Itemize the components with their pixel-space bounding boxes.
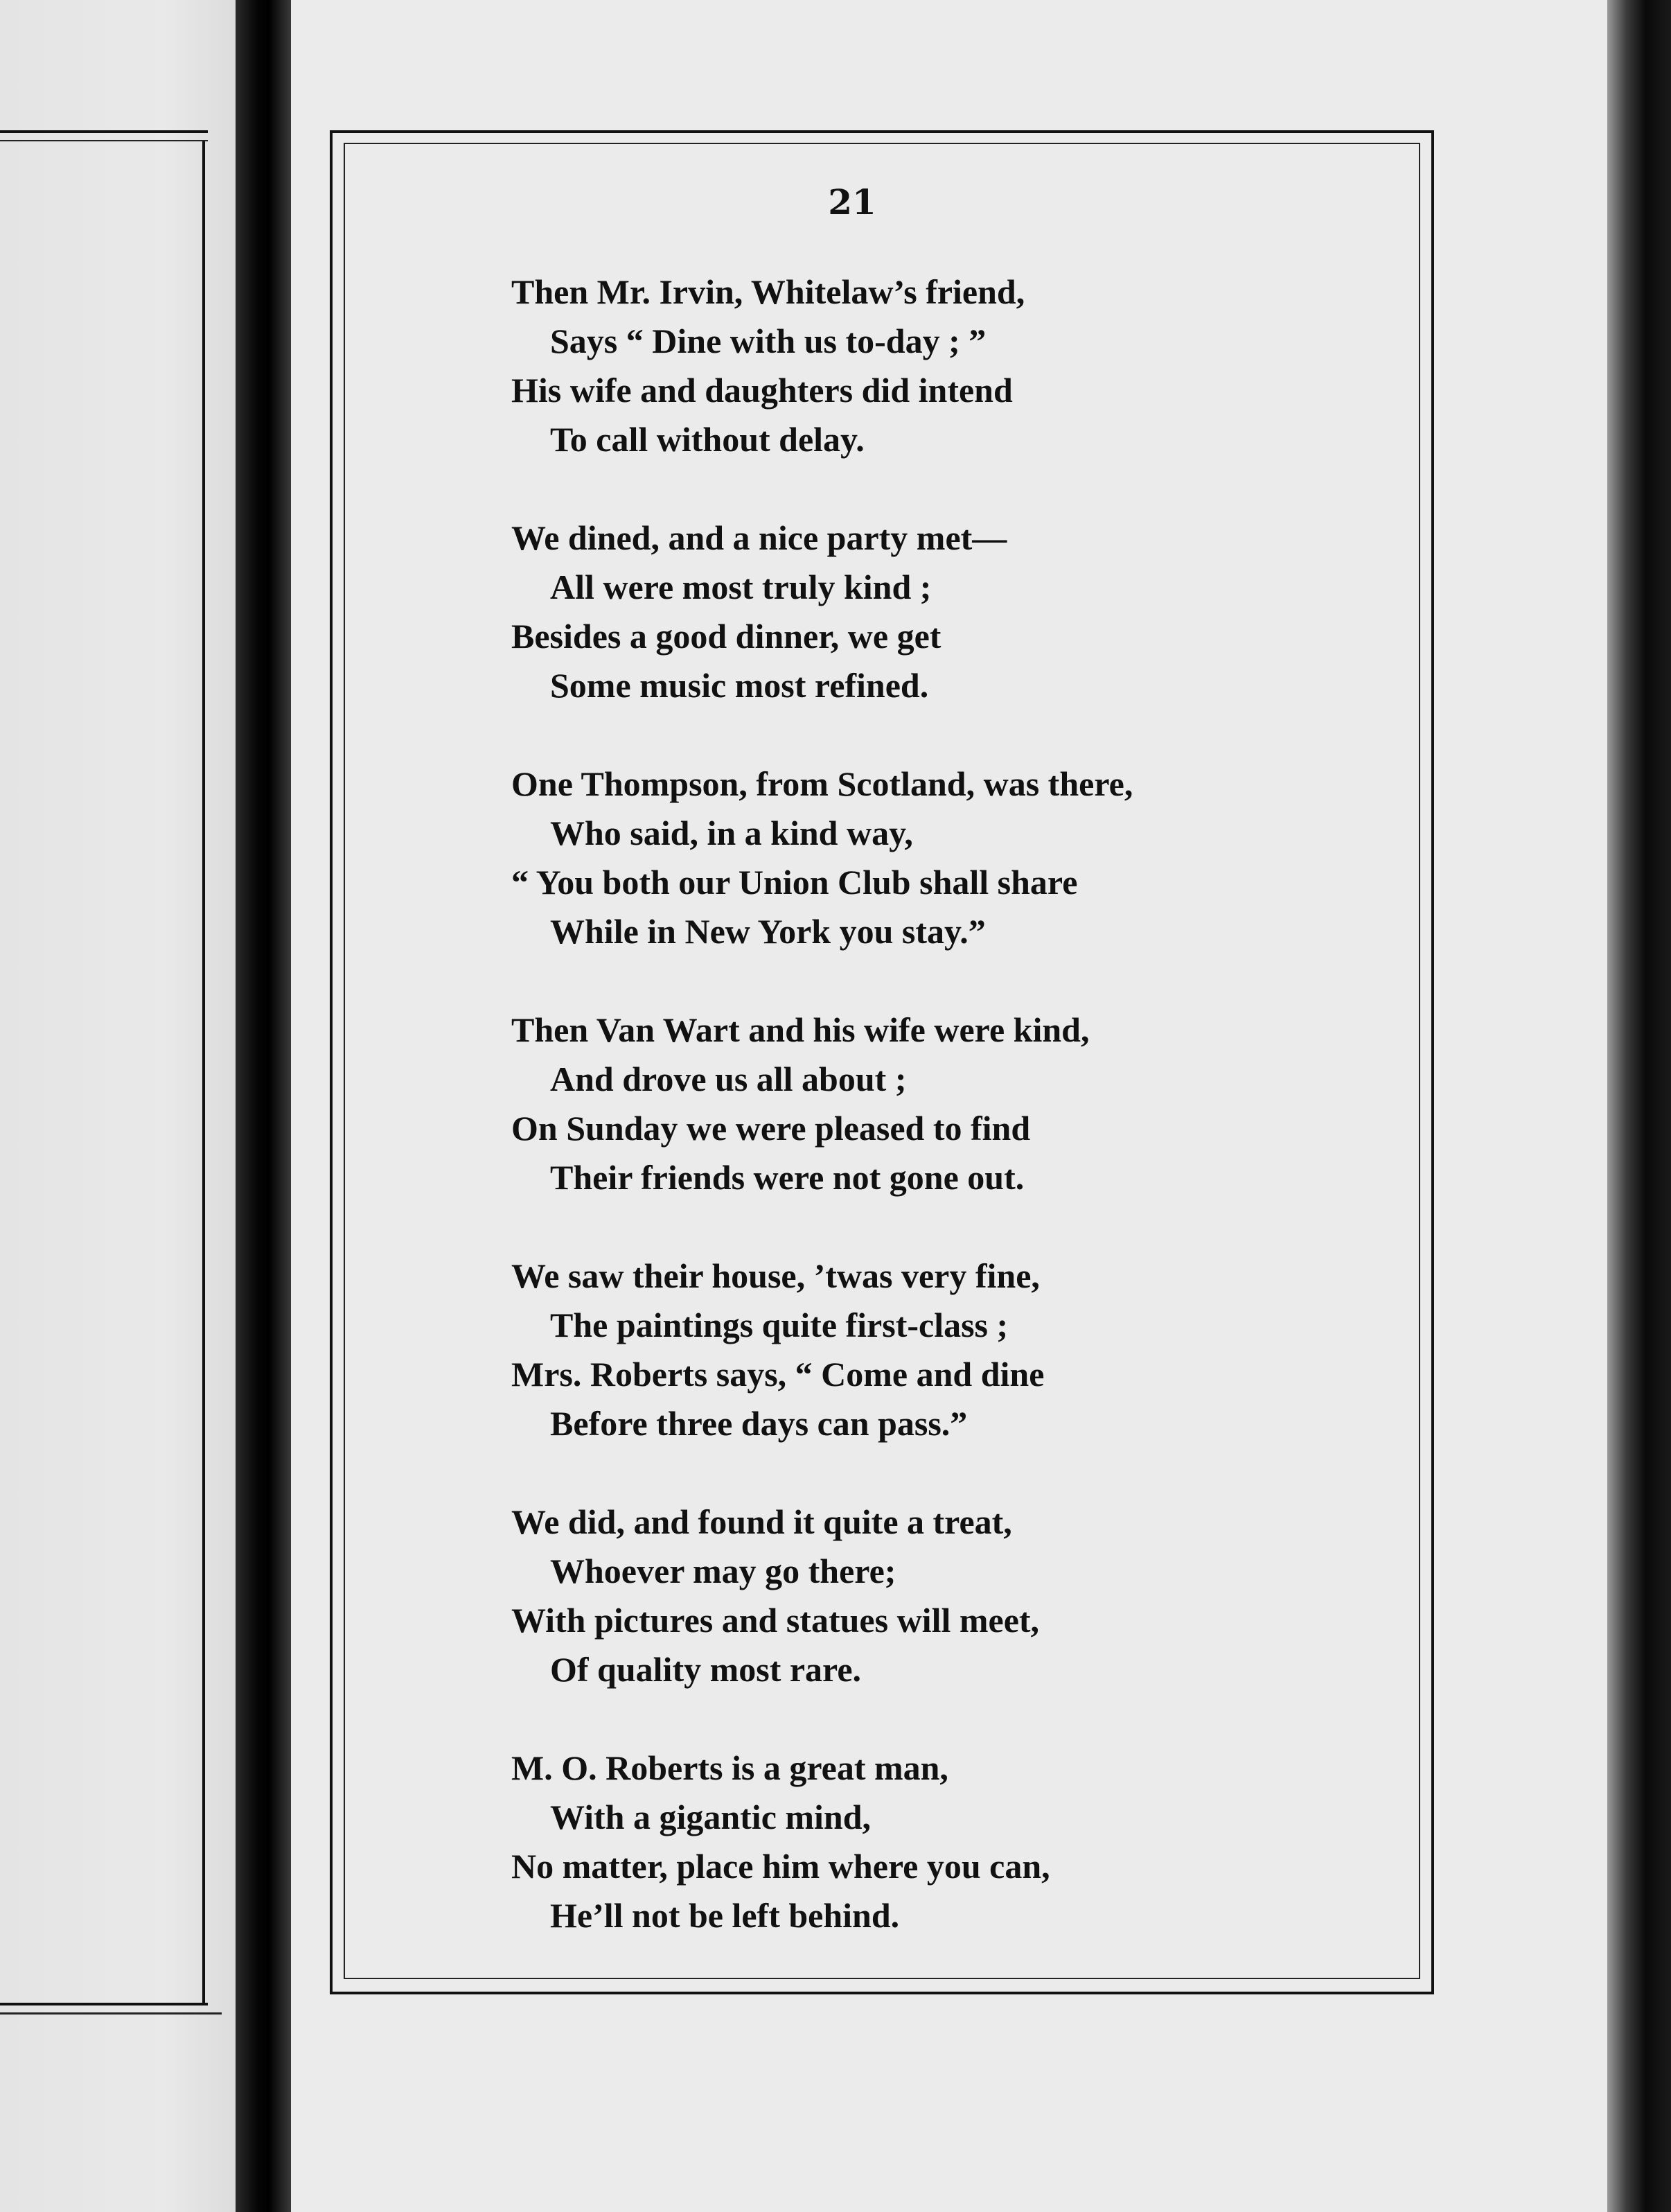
poem-line: We dined, and a nice party met— xyxy=(511,518,1007,557)
poem-line: Some music most refined. xyxy=(550,666,929,705)
poem-line: His wife and daughters did intend xyxy=(511,371,1013,410)
poem-line: We did, and found it quite a treat, xyxy=(511,1502,1012,1541)
poem-line: All were most truly kind ; xyxy=(550,568,932,606)
page-number: 21 xyxy=(828,182,876,222)
stanza-5 xyxy=(511,1252,1398,1448)
left-facing-page xyxy=(0,0,236,2212)
poem-line: Mrs. Roberts says, “ Come and dine xyxy=(511,1355,1045,1394)
poem-line: He’ll not be left behind. xyxy=(550,1896,900,1935)
poem-line: The paintings quite first-class ; xyxy=(550,1306,1009,1344)
left-page-frame-bottom xyxy=(0,2003,208,2005)
poem-line: One Thompson, from Scotland, was there, xyxy=(511,764,1133,803)
poem-line: Whoever may go there; xyxy=(550,1552,896,1590)
left-page-frame-top-inner xyxy=(0,140,208,141)
poem-line: Before three days can pass.” xyxy=(550,1404,968,1443)
left-page-frame-right xyxy=(202,141,205,2005)
poem-text xyxy=(511,267,1398,1990)
poem-line: Then Van Wart and his wife were kind, xyxy=(511,1010,1090,1049)
poem-line: M. O. Roberts is a great man, xyxy=(511,1748,948,1787)
poem-line: Besides a good dinner, we get xyxy=(511,617,941,656)
poem-line: “ You both our Union Club shall share xyxy=(511,863,1078,902)
poem-line: Says “ Dine with us to-day ; ” xyxy=(550,322,987,360)
stanza-6 xyxy=(511,1498,1398,1694)
poem-line: On Sunday we were pleased to find xyxy=(511,1109,1031,1148)
poem-line: With pictures and statues will meet, xyxy=(511,1601,1040,1640)
stanza-3 xyxy=(511,760,1398,956)
page-edge-shadow xyxy=(1607,0,1671,2212)
poem-line: Who said, in a kind way, xyxy=(550,814,913,852)
stanza-1 xyxy=(511,267,1398,464)
poem-line: Of quality most rare. xyxy=(550,1650,862,1689)
poem-line: While in New York you stay.” xyxy=(550,912,986,951)
poem-line: To call without delay. xyxy=(550,420,865,459)
poem-line: We saw their house, ’twas very fine, xyxy=(511,1256,1040,1295)
left-page-frame-bottom-outer xyxy=(0,2012,222,2015)
poem-line: Their friends were not gone out. xyxy=(550,1158,1025,1197)
stanza-4 xyxy=(511,1006,1398,1202)
poem-line: No matter, place him where you can, xyxy=(511,1847,1050,1886)
stanza-7 xyxy=(511,1744,1398,1940)
poem-line: Then Mr. Irvin, Whitelaw’s friend, xyxy=(511,272,1025,311)
poem-line: With a gigantic mind, xyxy=(550,1798,872,1836)
poem-line: And drove us all about ; xyxy=(550,1060,907,1098)
book-gutter xyxy=(236,0,291,2212)
stanza-2 xyxy=(511,514,1398,710)
left-page-frame-top xyxy=(0,130,208,133)
